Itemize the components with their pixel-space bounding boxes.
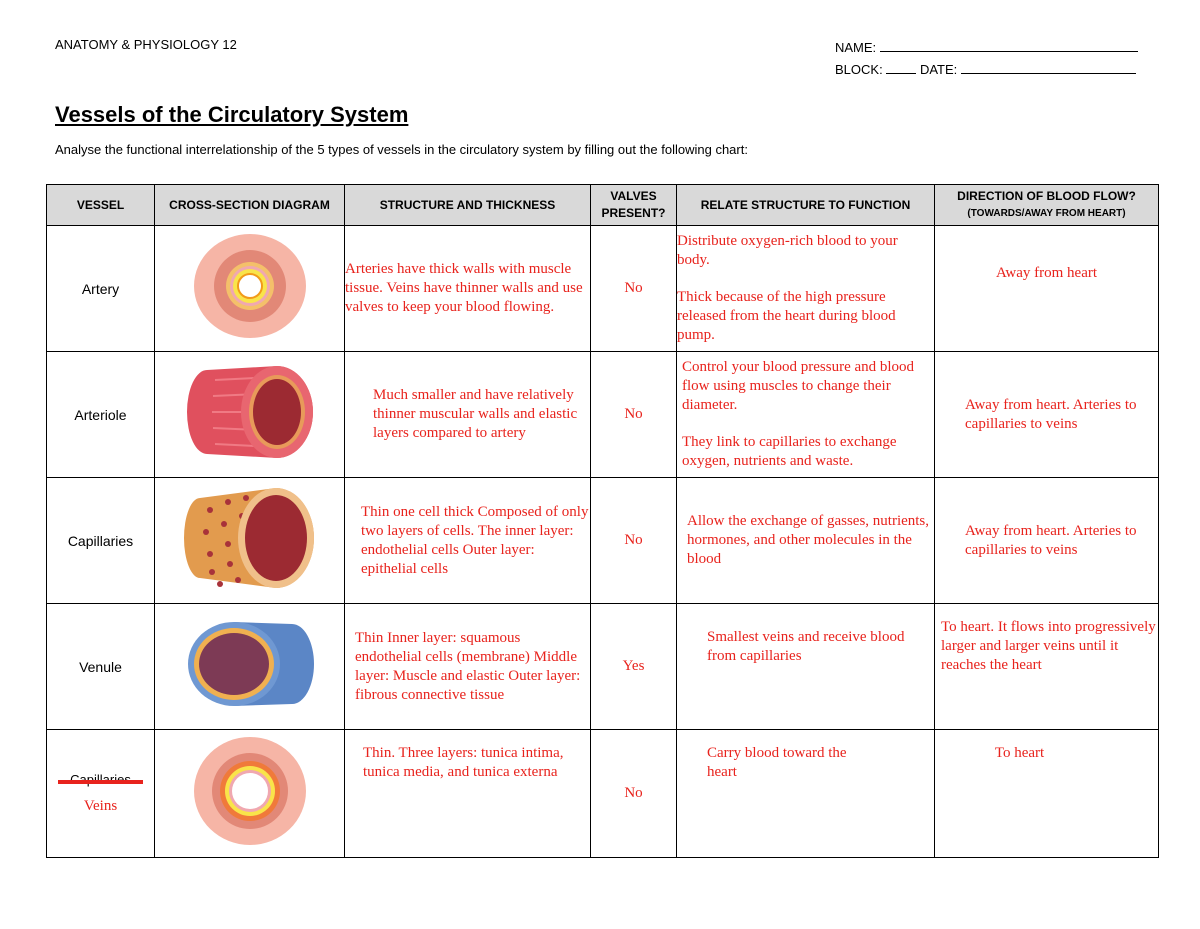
table-row: [47, 352, 1159, 478]
function-text-1: Distribute oxygen-rich blood to your body.: [677, 233, 898, 268]
direction-cell: Away from heart. Arteries to capillaries to veins: [935, 478, 1159, 604]
student-info-block: [835, 37, 1138, 81]
diagram-cell: [155, 352, 345, 478]
col-structure: STRUCTURE AND THICKNESS: [345, 185, 591, 226]
diagram-cell: [155, 604, 345, 730]
venule-cylinder-image: [182, 612, 318, 716]
date-label: DATE:: [919, 62, 958, 77]
col-valves: VALVES PRESENT?: [591, 185, 677, 226]
vessel-cell: Artery: [47, 226, 155, 352]
diagram-cell: [155, 226, 345, 352]
valves-cell: No: [591, 226, 677, 352]
table-header-row: [47, 185, 1159, 226]
block-label: BLOCK:: [835, 62, 883, 77]
vessel-cell: Capillaries: [47, 478, 155, 604]
capillary-cylinder-image: [180, 480, 320, 596]
function-text-2: Thick because of the high pressure released from the heart during blood pump.: [677, 289, 896, 343]
structure-cell: Thin. Three layers: tunica intima, tunica media, and tunica externa: [345, 730, 591, 858]
arteriole-cylinder-image: [185, 356, 315, 468]
instructions: Analyse the functional interrelationship of the 5 types of vessels in the circulatory system by filling out the following chart:: [55, 142, 748, 157]
col-direction-sub: (TOWARDS/AWAY FROM HEART): [967, 208, 1126, 219]
table-row: [47, 478, 1159, 604]
function-text-1: Control your blood pressure and blood flow using muscles to change their diameter.: [682, 359, 915, 413]
table-row: [47, 604, 1159, 730]
date-line[interactable]: [961, 60, 1136, 74]
block-line[interactable]: [886, 60, 916, 74]
vessels-table: [46, 184, 1159, 858]
handwritten-vessel-label: Veins: [83, 798, 118, 814]
structure-cell: Thin one cell thick Composed of only two layers of cells. The inner layer: endothelial cells Outer layer: epithelial cells: [345, 478, 591, 604]
artery-cross-section-image: [190, 230, 310, 342]
structure-cell: Arteries have thick walls with muscle tissue. Veins have thinner walls and use valves to keep your blood flowing.: [345, 226, 591, 352]
col-direction: [935, 185, 1159, 226]
structure-cell: Thin Inner layer: squamous endothelial cells (membrane) Middle layer: Muscle and elastic Outer layer: fibrous connective tissue: [345, 604, 591, 730]
structure-cell: Much smaller and have relatively thinner muscular walls and elastic layers compared to artery: [345, 352, 591, 478]
valves-cell: No: [591, 352, 677, 478]
vessel-cell: [47, 730, 155, 858]
vessel-cell: Venule: [47, 604, 155, 730]
name-line[interactable]: [880, 38, 1138, 52]
valves-cell: Yes: [591, 604, 677, 730]
valves-cell: No: [591, 478, 677, 604]
vein-cross-section-image: [190, 733, 310, 849]
diagram-cell: [155, 730, 345, 858]
strike-line: [58, 780, 143, 784]
col-function: RELATE STRUCTURE TO FUNCTION: [677, 185, 935, 226]
direction-cell: To heart. It flows into progressively larger and larger veins until it reaches the heart: [935, 604, 1159, 730]
function-cell: Allow the exchange of gasses, nutrients, hormones, and other molecules in the blood: [677, 478, 935, 604]
function-cell: Smallest veins and receive blood from capillaries: [677, 604, 935, 730]
table-row: [47, 730, 1159, 858]
course-header: ANATOMY & PHYSIOLOGY 12: [55, 37, 237, 52]
diagram-cell: [155, 478, 345, 604]
col-vessel: VESSEL: [47, 185, 155, 226]
function-cell: [677, 226, 935, 352]
table-row: [47, 226, 1159, 352]
function-text-2: They link to capillaries to exchange oxygen, nutrients and waste.: [682, 434, 897, 469]
function-cell: Carry blood toward the heart: [677, 730, 935, 858]
page-title: Vessels of the Circulatory System: [55, 102, 409, 127]
direction-cell: Away from heart: [935, 226, 1159, 352]
vessel-cell: Arteriole: [47, 352, 155, 478]
function-cell: [677, 352, 935, 478]
valves-cell: No: [591, 730, 677, 858]
col-direction-title: DIRECTION OF BLOOD FLOW?: [957, 189, 1136, 203]
name-label: NAME:: [835, 40, 877, 55]
struck-out-label: [70, 772, 131, 787]
direction-cell: To heart: [935, 730, 1159, 858]
direction-cell: Away from heart. Arteries to capillaries to veins: [935, 352, 1159, 478]
col-diagram: CROSS-SECTION DIAGRAM: [155, 185, 345, 226]
